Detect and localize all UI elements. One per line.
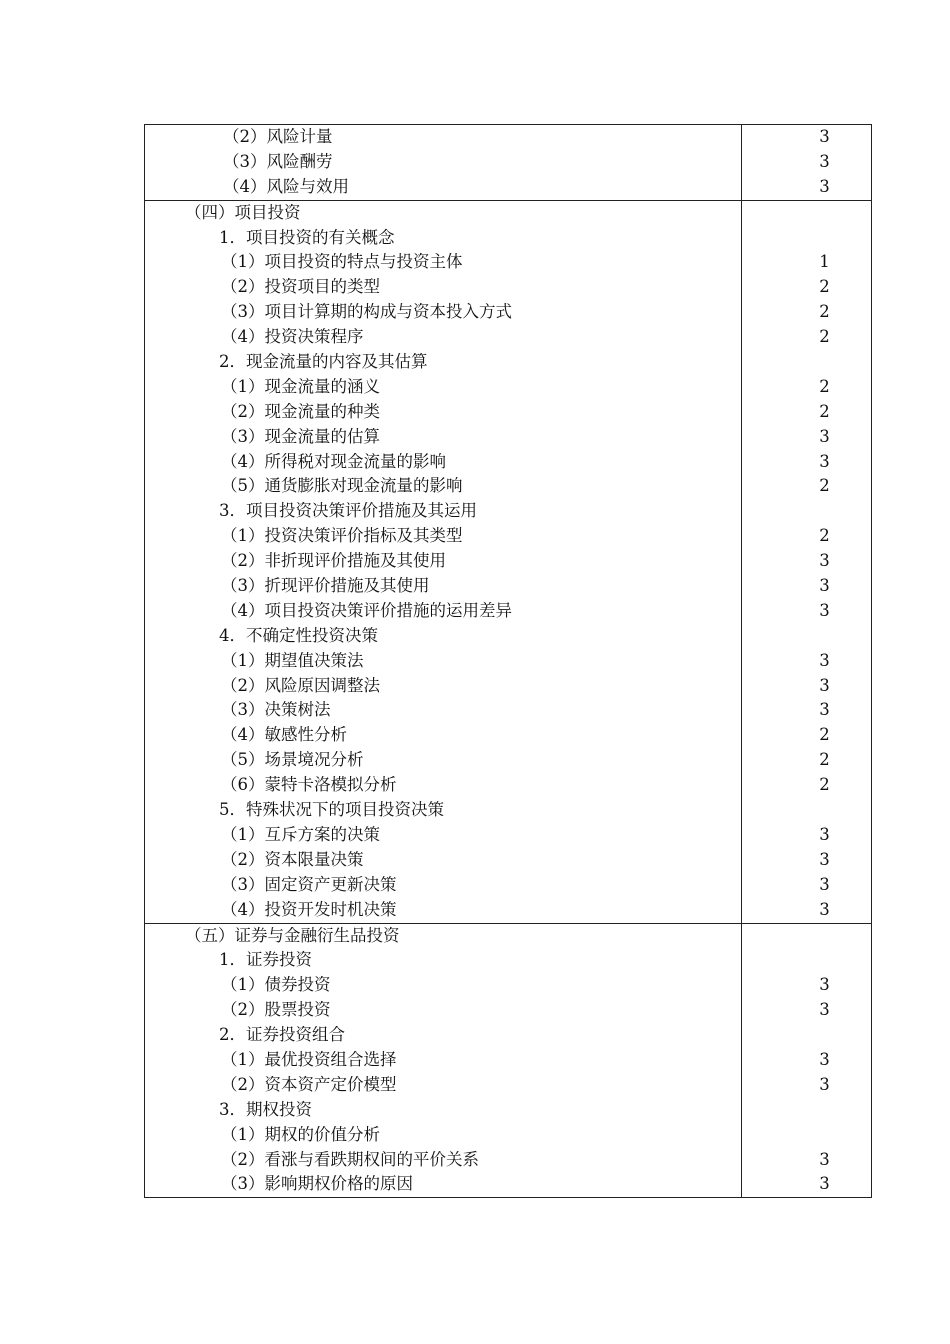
requirement-level <box>742 948 871 973</box>
requirement-level: 3 <box>819 899 830 919</box>
requirement-level: 2 <box>819 775 830 795</box>
topic-item: （3）风险酬劳 <box>223 151 333 171</box>
topic-item: （1）期望值决策法 <box>221 650 364 670</box>
requirement-level: 3 <box>819 849 830 869</box>
section-heading: 2．证券投资组合 <box>219 1025 345 1045</box>
section-row <box>145 923 872 1198</box>
chapter-heading: （五）证券与金融衍生品投资 <box>185 925 400 945</box>
topic-cell <box>145 200 742 923</box>
topic-item: （3）决策树法 <box>221 700 331 720</box>
section-heading: 5．特殊状况下的项目投资决策 <box>219 800 444 820</box>
requirement-level <box>742 226 871 251</box>
section-heading: 3．期权投资 <box>219 1099 312 1119</box>
topic-cell <box>145 923 742 1198</box>
requirement-level: 3 <box>819 451 830 471</box>
topic-item: （2）股票投资 <box>221 1000 331 1020</box>
level-cell <box>742 923 872 1198</box>
section-heading: 2．现金流量的内容及其估算 <box>219 352 428 372</box>
topic-item: （2）现金流量的种类 <box>221 401 380 421</box>
section-heading: 3．项目投资决策评价措施及其运用 <box>219 501 477 521</box>
topic-item: （2）风险计量 <box>223 127 333 146</box>
section-row <box>145 200 872 923</box>
section-heading: 1．证券投资 <box>219 950 312 970</box>
requirement-level: 3 <box>819 975 830 995</box>
topic-cell <box>145 125 742 201</box>
topic-item: （2）看涨与看跌期权间的平价关系 <box>221 1149 479 1169</box>
topic-item: （4）敏感性分析 <box>221 725 347 745</box>
topic-item: （1）投资决策评价指标及其类型 <box>221 526 463 546</box>
requirement-level: 2 <box>819 327 830 347</box>
requirement-level: 3 <box>819 1074 830 1094</box>
requirement-level: 1 <box>819 252 830 272</box>
topic-item: （2）非折现评价措施及其使用 <box>221 551 446 571</box>
topic-item: （2）风险原因调整法 <box>221 675 380 695</box>
requirement-level: 2 <box>819 302 830 322</box>
topic-item: （5）通货膨胀对现金流量的影响 <box>221 476 463 496</box>
requirement-level: 3 <box>819 426 830 446</box>
requirement-level: 2 <box>819 277 830 297</box>
requirement-level: 3 <box>819 650 830 670</box>
topic-item: （3）折现评价措施及其使用 <box>221 576 430 596</box>
requirement-level <box>742 1098 871 1123</box>
requirement-level <box>742 1023 871 1048</box>
topic-item: （4）所得税对现金流量的影响 <box>221 451 446 471</box>
requirement-level <box>742 924 871 949</box>
topic-item: （2）投资项目的类型 <box>221 277 380 297</box>
topic-item: （3）现金流量的估算 <box>221 426 380 446</box>
requirement-level <box>742 624 871 649</box>
requirement-level: 3 <box>819 127 830 146</box>
topic-item: （4）投资决策程序 <box>221 327 364 347</box>
requirement-level <box>742 350 871 375</box>
requirement-level <box>742 201 871 226</box>
topic-item: （4）项目投资决策评价措施的运用差异 <box>221 600 512 620</box>
chapter-heading: （四）项目投资 <box>185 202 301 222</box>
requirement-level: 3 <box>819 1174 830 1194</box>
level-cell <box>742 125 872 201</box>
topic-item: （1）期权的价值分析 <box>221 1124 380 1144</box>
requirement-level: 3 <box>819 600 830 620</box>
requirement-level: 2 <box>819 476 830 496</box>
requirement-level: 2 <box>819 401 830 421</box>
section-heading: 1．项目投资的有关概念 <box>219 227 395 247</box>
topic-item: （1）现金流量的涵义 <box>221 376 380 396</box>
requirement-level <box>742 798 871 823</box>
topic-item: （3）影响期权价格的原因 <box>221 1174 413 1194</box>
requirement-level: 3 <box>819 700 830 720</box>
requirement-level: 2 <box>819 750 830 770</box>
requirement-level: 3 <box>819 675 830 695</box>
topic-item: （2）资本限量决策 <box>221 849 364 869</box>
topic-item: （1）互斥方案的决策 <box>221 824 380 844</box>
syllabus-table-body <box>145 125 872 1198</box>
topic-item: （4）投资开发时机决策 <box>221 899 397 919</box>
requirement-level: 3 <box>819 1149 830 1169</box>
topic-item: （4）风险与效用 <box>223 176 349 196</box>
topic-item: （6）蒙特卡洛模拟分析 <box>221 775 397 795</box>
requirement-level: 3 <box>819 1049 830 1069</box>
requirement-level: 3 <box>819 551 830 571</box>
requirement-level: 2 <box>819 526 830 546</box>
requirement-level: 3 <box>819 576 830 596</box>
topic-item: （5）场景境况分析 <box>221 750 364 770</box>
requirement-level: 3 <box>819 874 830 894</box>
topic-item: （3）固定资产更新决策 <box>221 874 397 894</box>
syllabus-table <box>144 124 872 1198</box>
requirement-level: 3 <box>819 176 830 196</box>
requirement-level: 2 <box>819 376 830 396</box>
section-row <box>145 125 872 201</box>
section-heading: 4．不确定性投资决策 <box>219 625 378 645</box>
topic-item: （1）项目投资的特点与投资主体 <box>221 252 463 272</box>
requirement-level: 3 <box>819 1000 830 1020</box>
requirement-level <box>742 1123 871 1148</box>
requirement-level: 3 <box>819 824 830 844</box>
topic-item: （3）项目计算期的构成与资本投入方式 <box>221 302 512 322</box>
requirement-level <box>742 499 871 524</box>
requirement-level: 2 <box>819 725 830 745</box>
level-cell <box>742 200 872 923</box>
topic-item: （2）资本资产定价模型 <box>221 1074 397 1094</box>
requirement-level: 3 <box>819 151 830 171</box>
topic-item: （1）债券投资 <box>221 975 331 995</box>
topic-item: （1）最优投资组合选择 <box>221 1049 397 1069</box>
